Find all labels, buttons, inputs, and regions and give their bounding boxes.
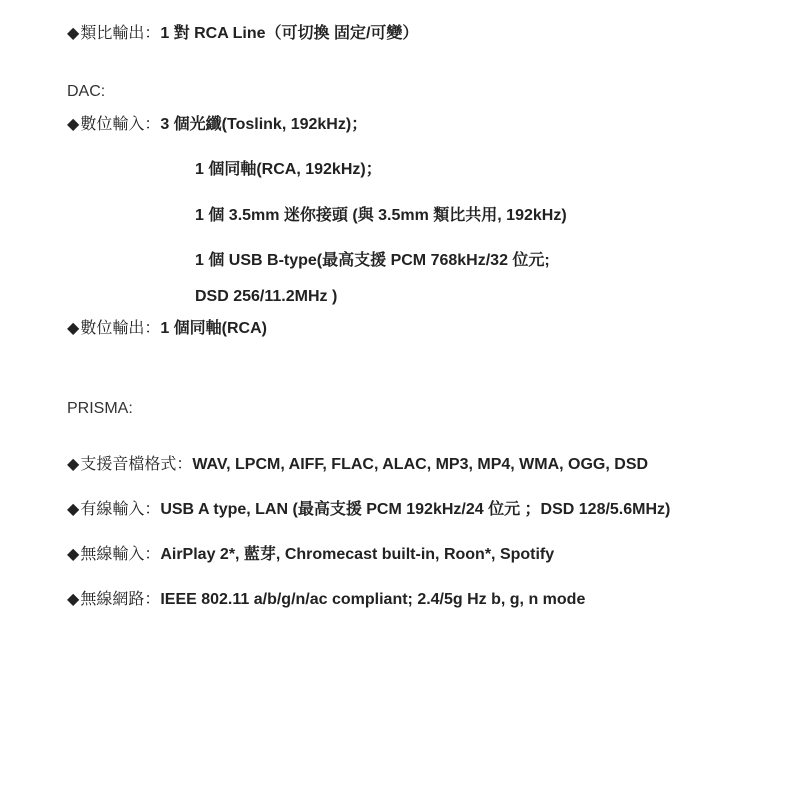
prisma-item-label: 支援音檔格式： <box>80 456 193 473</box>
prisma-item-value: USB A type, LAN (最高支援 PCM 192kHz/24 位元 ；DSD 128/5.6MHz) <box>160 501 671 518</box>
prisma-item-row <box>67 455 648 475</box>
diamond-bullet-icon: ◆ <box>67 116 80 133</box>
prisma-item-row <box>67 500 670 520</box>
prisma-item-row <box>67 590 585 610</box>
prisma-item-label: 無線輸入： <box>80 546 161 563</box>
digital-output-label: 數位輸出： <box>80 320 161 337</box>
diamond-bullet-icon: ◆ <box>67 456 80 473</box>
prisma-item-value: WAV, LPCM, AIFF, FLAC, ALAC, MP3, MP4, WMA, OGG, DSD <box>192 456 649 473</box>
prisma-item-label: 有線輸入： <box>80 501 161 518</box>
diamond-bullet-icon: ◆ <box>67 25 80 42</box>
prisma-item-label: 無線網路： <box>80 591 161 608</box>
digital-input-line: 1 個 3.5mm 迷你接頭 (與 3.5mm 類比共用, 192kHz) <box>195 207 567 224</box>
digital-output-value: 1 個同軸(RCA) <box>160 320 267 337</box>
analog-output-value: 1 對 RCA Line（可切換 固定/可變） <box>160 25 419 42</box>
diamond-bullet-icon: ◆ <box>67 591 80 608</box>
diamond-bullet-icon: ◆ <box>67 501 80 518</box>
digital-input-line: 3 個光纖(Toslink, 192kHz)； <box>160 116 368 133</box>
diamond-bullet-icon: ◆ <box>67 546 80 563</box>
digital-input-label: 數位輸入： <box>80 116 161 133</box>
diamond-bullet-icon: ◆ <box>67 320 80 337</box>
digital-input-line: DSD 256/11.2MHz ) <box>195 288 338 305</box>
dac-heading: DAC: <box>67 83 106 100</box>
analog-output-row <box>67 24 418 44</box>
prisma-item-value: IEEE 802.11 a/b/g/n/ac compliant; 2.4/5g Hz b, g, n mode <box>160 591 586 608</box>
digital-input-line: 1 個同軸(RCA, 192kHz)； <box>195 161 382 178</box>
digital-input-row <box>67 115 367 135</box>
prisma-item-row <box>67 545 554 565</box>
analog-output-label: 類比輸出： <box>80 25 161 42</box>
digital-input-line: 1 個 USB B-type(最高支援 PCM 768kHz/32 位元; <box>195 252 550 269</box>
prisma-item-value: AirPlay 2*, 藍芽, Chromecast built-in, Roon*, Spotify <box>160 546 555 563</box>
prisma-heading: PRISMA: <box>67 400 133 417</box>
digital-output-row <box>67 319 267 339</box>
